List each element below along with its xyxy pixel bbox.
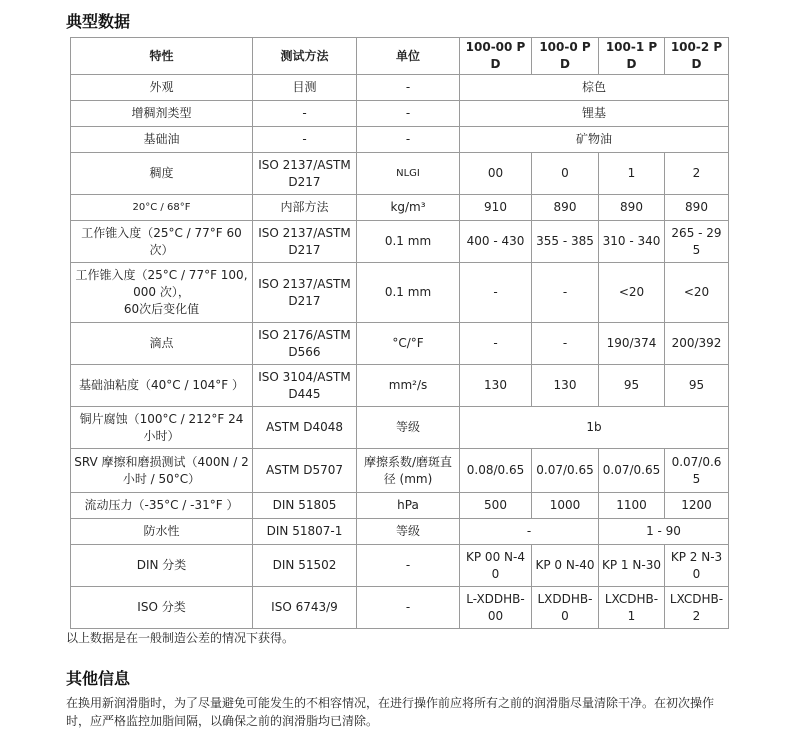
table-cell: 890 (665, 195, 729, 221)
header-unit: 单位 (357, 38, 460, 75)
header-property: 特性 (71, 38, 253, 75)
table-cell: 外观 (71, 75, 253, 101)
section-title-typical-data: 典型数据 (66, 12, 131, 31)
table-cell: hPa (357, 493, 460, 519)
table-cell: - (357, 127, 460, 153)
table-cell: KP 00 N-40 (460, 545, 532, 587)
table-row (71, 407, 729, 449)
table-cell: 工作锥入度（25°C / 77°F 60次） (71, 221, 253, 263)
table-cell: 铜片腐蚀（100°C / 212°F 24 小时） (71, 407, 253, 449)
table-cell: - (253, 101, 357, 127)
table-cell: - (357, 587, 460, 629)
table-row (71, 587, 729, 629)
table-cell: ISO 3104/ASTM D445 (253, 365, 357, 407)
table-cell: 400 - 430 (460, 221, 532, 263)
header-100-2-pd: 100-2 PD (665, 38, 729, 75)
table-cell: LXDDHB-0 (532, 587, 599, 629)
table-row (71, 195, 729, 221)
table-cell: ISO 2137/ASTM D217 (253, 153, 357, 195)
header-100-0-pd: 100-0 PD (532, 38, 599, 75)
table-footnote: 以上数据是在一般制造公差的情况下获得。 (66, 631, 295, 645)
table-cell: 0.1 mm (357, 221, 460, 263)
table-cell: kg/m³ (357, 195, 460, 221)
table-row (71, 153, 729, 195)
header-test-method: 测试方法 (253, 38, 357, 75)
table-row (71, 263, 729, 323)
table-cell: 增稠剂类型 (71, 101, 253, 127)
table-cell: ASTM D5707 (253, 449, 357, 493)
table-cell: - (357, 545, 460, 587)
table-cell: 500 (460, 493, 532, 519)
table-row (71, 323, 729, 365)
table-cell: 0.07/0.65 (665, 449, 729, 493)
table-cell: <20 (665, 263, 729, 323)
table-cell: 190/374 (599, 323, 665, 365)
table-cell: LXCDHB-1 (599, 587, 665, 629)
table-cell: ISO 2137/ASTM D217 (253, 263, 357, 323)
table-cell: - (532, 263, 599, 323)
table-cell: 摩擦系数/磨斑直径 (mm) (357, 449, 460, 493)
table-cell: DIN 分类 (71, 545, 253, 587)
table-cell: 目测 (253, 75, 357, 101)
table-cell: 95 (599, 365, 665, 407)
table-cell: 910 (460, 195, 532, 221)
table-row (71, 101, 729, 127)
table-cell: 等级 (357, 407, 460, 449)
table-cell: 锂基 (460, 101, 729, 127)
table-cell: DIN 51502 (253, 545, 357, 587)
table-cell: - (460, 323, 532, 365)
table-cell: 00 (460, 153, 532, 195)
table-cell: ISO 6743/9 (253, 587, 357, 629)
table-cell: 1 (599, 153, 665, 195)
table-cell: NLGI (357, 153, 460, 195)
table-cell: L-XDDHB-00 (460, 587, 532, 629)
table-header-row (71, 38, 729, 75)
table-row (71, 365, 729, 407)
table-cell: 890 (599, 195, 665, 221)
table-cell: KP 2 N-30 (665, 545, 729, 587)
table-cell: 基础油 (71, 127, 253, 153)
header-100-00-pd: 100-00 PD (460, 38, 532, 75)
table-cell: 2 (665, 153, 729, 195)
table-cell (71, 263, 253, 323)
table-cell: 0.08/0.65 (460, 449, 532, 493)
table-cell: ISO 2176/ASTM D566 (253, 323, 357, 365)
table-cell: <20 (599, 263, 665, 323)
table-cell: 265 - 295 (665, 221, 729, 263)
table-cell: 20°C / 68°F (71, 195, 253, 221)
table-cell: 矿物油 (460, 127, 729, 153)
table-cell: 130 (460, 365, 532, 407)
table-cell: 0.07/0.65 (599, 449, 665, 493)
table-cell: 基础油粘度（40°C / 104°F ） (71, 365, 253, 407)
header-100-1-pd: 100-1 PD (599, 38, 665, 75)
table-cell: - (253, 127, 357, 153)
table-row (71, 221, 729, 263)
table-cell: 稠度 (71, 153, 253, 195)
table-cell: ISO 分类 (71, 587, 253, 629)
table-row (71, 493, 729, 519)
table-row (71, 449, 729, 493)
table-row (71, 545, 729, 587)
cell-line: 60次后变化值 (123, 302, 200, 316)
table-cell: 355 - 385 (532, 221, 599, 263)
table-cell: LXCDHB-2 (665, 587, 729, 629)
table-cell: 0.07/0.65 (532, 449, 599, 493)
table-cell: 滴点 (71, 323, 253, 365)
section-title-other-info: 其他信息 (66, 669, 131, 688)
table-cell: ASTM D4048 (253, 407, 357, 449)
table-cell: 内部方法 (253, 195, 357, 221)
table-cell: - (460, 263, 532, 323)
table-row (71, 127, 729, 153)
table-cell: °C/°F (357, 323, 460, 365)
table-cell: ISO 2137/ASTM D217 (253, 221, 357, 263)
table-cell: - (357, 75, 460, 101)
table-cell: 等级 (357, 519, 460, 545)
table-cell: 防水性 (71, 519, 253, 545)
table-cell: SRV 摩擦和磨损测试（400N / 2 小时 / 50°C） (71, 449, 253, 493)
table-cell: 200/392 (665, 323, 729, 365)
table-cell: 890 (532, 195, 599, 221)
typical-data-table (70, 37, 729, 629)
table-cell: DIN 51805 (253, 493, 357, 519)
table-cell: KP 0 N-40 (532, 545, 599, 587)
table-cell: 95 (665, 365, 729, 407)
table-cell: 1000 (532, 493, 599, 519)
table-cell: 1100 (599, 493, 665, 519)
cell-line: 工作锥入度（25°C / 77°F 100,000 次）， (75, 268, 248, 299)
table-row (71, 75, 729, 101)
table-cell: 流动压力（-35°C / -31°F ） (71, 493, 253, 519)
table-cell: 0 (532, 153, 599, 195)
table-cell: - (532, 323, 599, 365)
table-row (71, 519, 729, 545)
table-cell: - (460, 519, 599, 545)
table-cell: 0.1 mm (357, 263, 460, 323)
table-cell: 310 - 340 (599, 221, 665, 263)
table-cell: KP 1 N-30 (599, 545, 665, 587)
table-cell: DIN 51807-1 (253, 519, 357, 545)
table-cell: mm²/s (357, 365, 460, 407)
table-cell: - (357, 101, 460, 127)
table-cell: 130 (532, 365, 599, 407)
table-cell: 1 - 90 (599, 519, 729, 545)
table-cell: 棕色 (460, 75, 729, 101)
table-cell: 1b (460, 407, 729, 449)
other-info-paragraph: 在换用新润滑脂时，为了尽量避免可能发生的不相容情况，在进行操作前应将所有之前的润滑脂尽量清除干净。在初次操作时，应严格监控加脂间隔，以确保之前的润滑脂均已清除。 (66, 696, 715, 728)
table-cell: 1200 (665, 493, 729, 519)
